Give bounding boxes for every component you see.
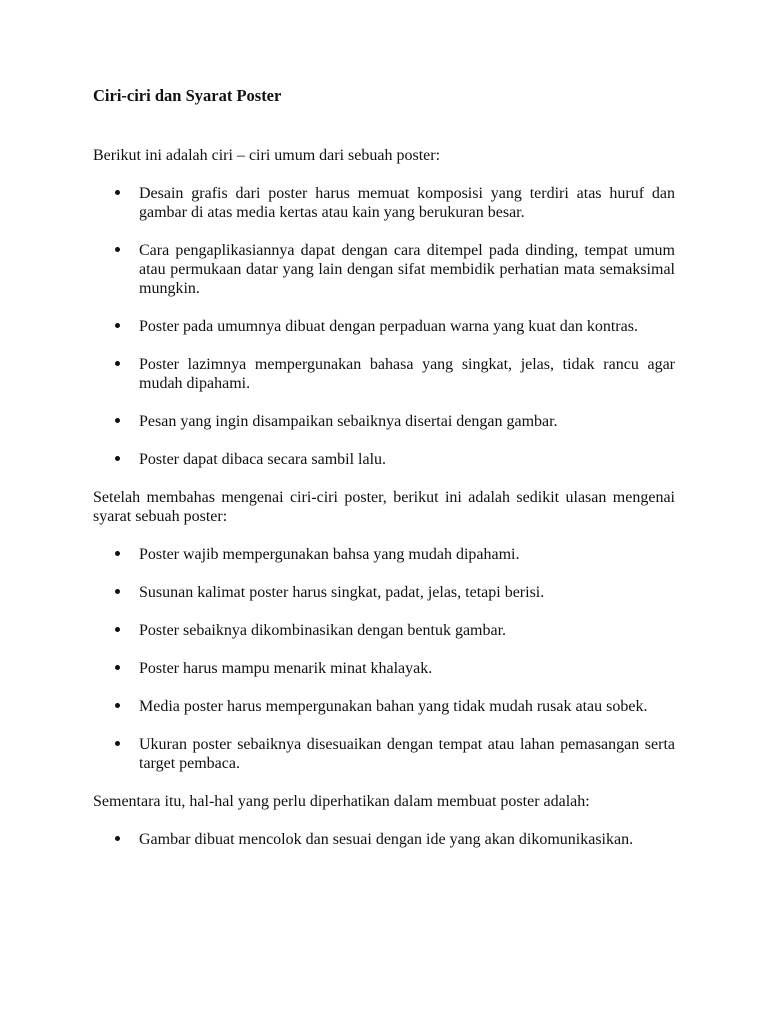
list-item [93,697,675,716]
list-item [93,317,675,336]
bullet-icon [115,665,120,670]
bullet-icon [115,190,120,195]
list-item-text: Poster dapat dibaca secara sambil lalu. [139,451,387,468]
list-item-text: Gambar dibuat mencolok dan sesuai dengan ide yang akan dikomunikasikan. [139,831,634,848]
bullet-icon [115,741,120,746]
list-item [93,184,675,222]
page-title: Ciri-ciri dan Syarat Poster [93,86,282,105]
list-item [93,241,675,298]
list-item-text: Pesan yang ingin disampaikan sebaiknya disertai dengan gambar. [139,413,558,430]
list-item [93,355,675,393]
bullet-icon [115,551,120,556]
list-item [93,583,675,602]
list-item-text: Poster lazimnya mempergunakan bahasa yang singkat, jelas, tidak rancu agar mudah dipahami. [139,356,675,392]
list-item [93,621,675,640]
intro-paragraph-perhatian: Sementara itu, hal-hal yang perlu diperhatikan dalam membuat poster adalah: [93,793,590,810]
document-body [93,86,675,868]
bullet-icon [115,418,120,423]
ciri-list [93,184,675,469]
bullet-icon [115,323,120,328]
list-item [93,412,675,431]
intro-paragraph-ciri: Berikut ini adalah ciri – ciri umum dari sebuah poster: [93,147,441,164]
list-item-text: Poster sebaiknya dikombinasikan dengan bentuk gambar. [139,622,507,639]
perhatian-list [93,830,675,849]
list-item [93,830,675,849]
list-item [93,659,675,678]
list-item-text: Desain grafis dari poster harus memuat komposisi yang terdiri atas huruf dan gambar di atas media kertas atau kain yang berukuran besar. [139,185,675,221]
list-item-text: Susunan kalimat poster harus singkat, padat, jelas, tetapi berisi. [139,584,545,601]
bullet-icon [115,703,120,708]
list-item-text: Poster wajib mempergunakan bahsa yang mudah dipahami. [139,546,520,563]
bullet-icon [115,589,120,594]
bullet-icon [115,627,120,632]
list-item-text: Ukuran poster sebaiknya disesuaikan dengan tempat atau lahan pemasangan serta target pembaca. [139,736,675,772]
bullet-icon [115,361,120,366]
bullet-icon [115,247,120,252]
bullet-icon [115,836,120,841]
list-item [93,545,675,564]
list-item [93,735,675,773]
list-item-text: Media poster harus mempergunakan bahan yang tidak mudah rusak atau sobek. [139,698,648,715]
list-item-text: Poster harus mampu menarik minat khalayak. [139,660,433,677]
list-item [93,450,675,469]
intro-paragraph-syarat: Setelah membahas mengenai ciri-ciri poster, berikut ini adalah sedikit ulasan mengenai syarat sebuah poster: [93,489,675,525]
list-item-text: Poster pada umumnya dibuat dengan perpaduan warna yang kuat dan kontras. [139,318,638,335]
list-item-text: Cara pengaplikasiannya dapat dengan cara ditempel pada dinding, tempat umum atau permukaan datar yang lain dengan sifat membidik perhatian mata semaksimal mungkin. [139,242,675,297]
bullet-icon [115,456,120,461]
syarat-list [93,545,675,773]
